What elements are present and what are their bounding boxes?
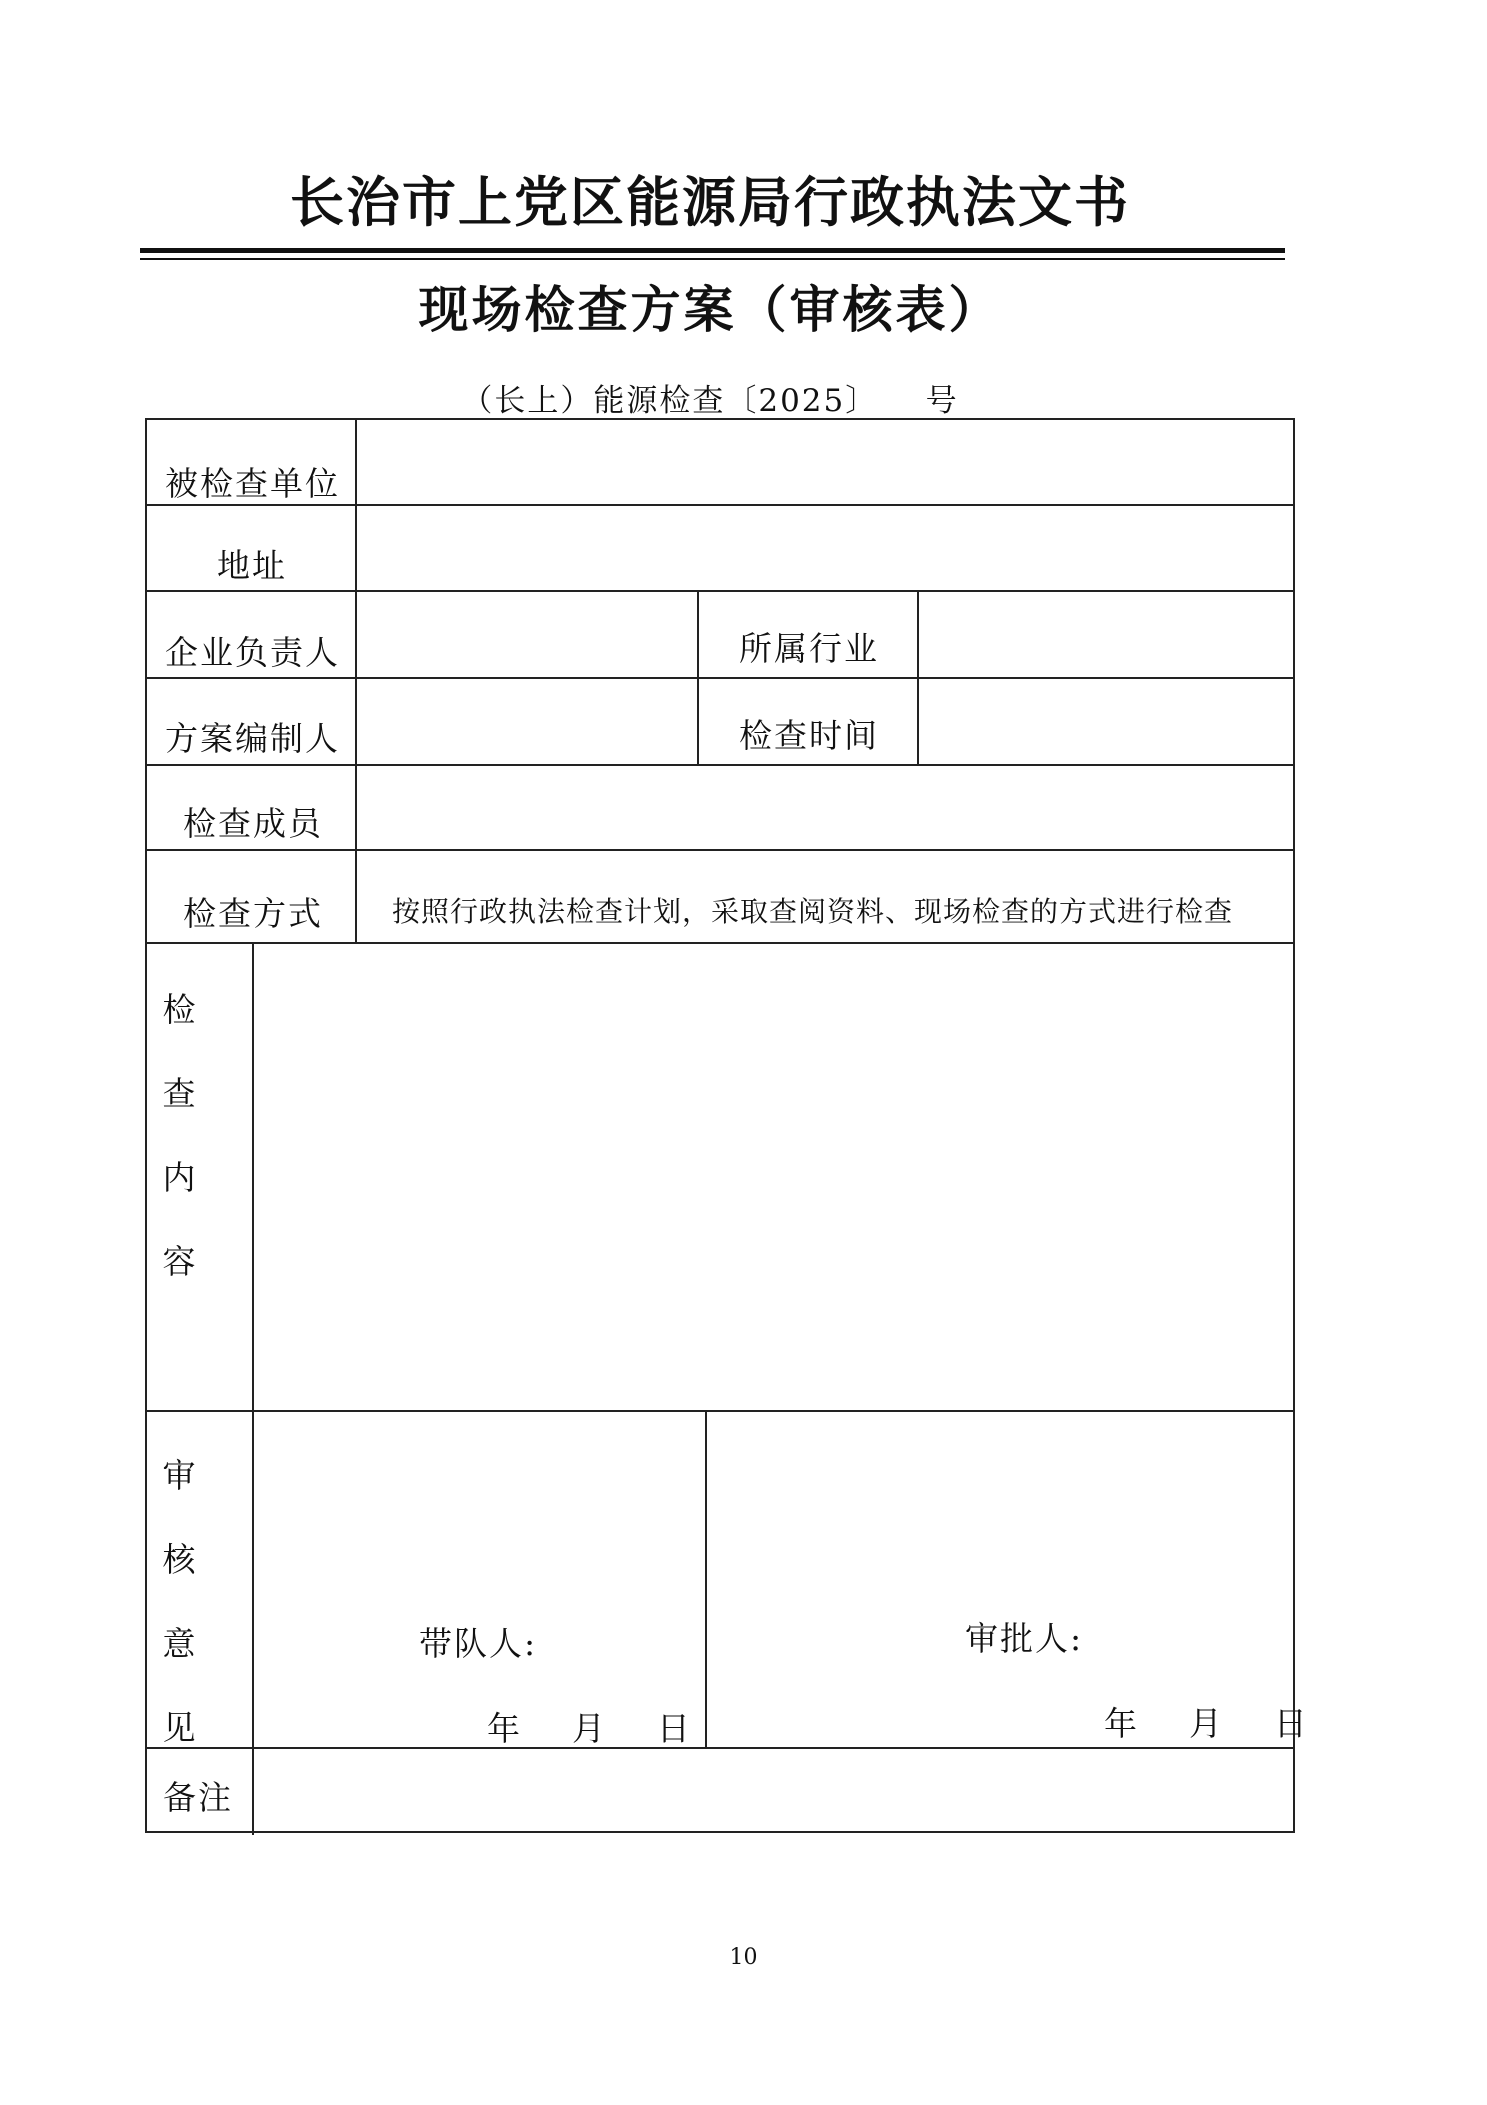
row-divider (147, 764, 1293, 766)
page-number: 10 (729, 1945, 758, 1970)
column-divider (705, 1410, 707, 1747)
row-divider (147, 677, 1293, 679)
column-divider (355, 420, 357, 942)
content-label-char: 容 (162, 1242, 196, 1281)
person-in-charge-label: 企业负责人 (165, 633, 340, 672)
column-divider (697, 590, 699, 764)
row-divider (147, 1410, 1293, 1412)
industry-label: 所属行业 (739, 629, 879, 668)
review-label-char: 核 (162, 1540, 196, 1579)
row-divider (147, 849, 1293, 851)
team-leader-label: 带队人: (419, 1624, 538, 1663)
row-divider (147, 942, 1293, 944)
content-label-char: 内 (162, 1158, 196, 1197)
review-label-char: 审 (162, 1456, 196, 1495)
document-header-title: 长治市上党区能源局行政执法文书 (290, 170, 1130, 234)
team-leader-date: 年 月 日 (487, 1709, 692, 1748)
remarks-label: 备注 (163, 1778, 233, 1817)
inspected-unit-label: 被检查单位 (165, 464, 340, 503)
row-divider (147, 1747, 1293, 1749)
header-rule-thick (140, 248, 1285, 253)
header-rule-thin (140, 258, 1285, 260)
compiler-label: 方案编制人 (165, 719, 340, 758)
row-divider (147, 590, 1293, 592)
column-divider (917, 590, 919, 764)
review-label-char: 意 (162, 1624, 196, 1663)
method-label: 检查方式 (183, 894, 323, 933)
document-title: 现场检查方案（审核表） (418, 280, 1002, 339)
review-label-char: 见 (162, 1708, 196, 1747)
column-divider (252, 942, 254, 1835)
approver-date: 年 月 日 (1104, 1704, 1309, 1743)
content-label-char: 检 (162, 990, 196, 1029)
address-label: 地址 (217, 546, 287, 585)
content-label (159, 968, 199, 1304)
inspection-time-label: 检查时间 (739, 716, 879, 755)
content-label-char: 查 (162, 1074, 196, 1113)
method-value: 按照行政执法检查计划，采取查阅资料、现场检查的方式进行检查 (392, 895, 1234, 928)
document-number: （长上）能源检查〔2025〕 号 (461, 383, 959, 419)
review-label (159, 1434, 199, 1770)
approver-label: 审批人: (965, 1619, 1084, 1658)
inspection-form (145, 418, 1309, 1833)
members-label: 检查成员 (183, 804, 323, 843)
